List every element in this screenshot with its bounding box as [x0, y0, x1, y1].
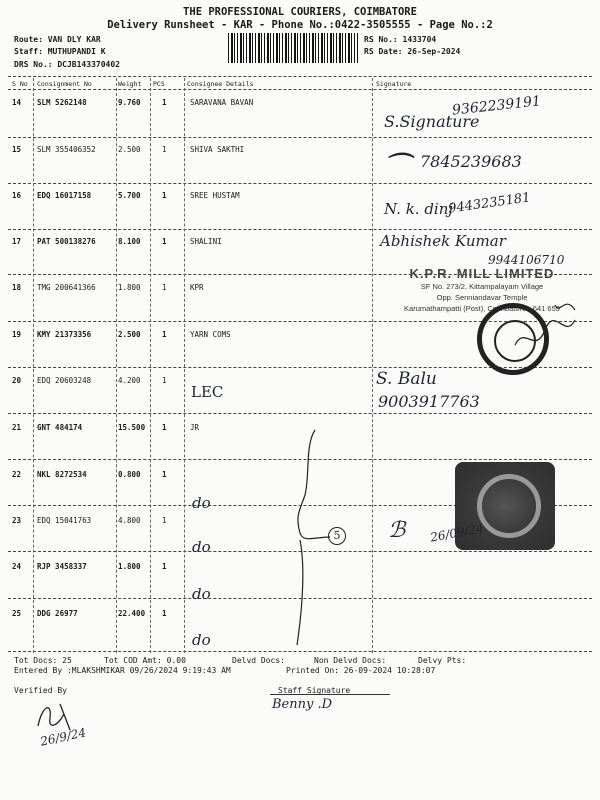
verified-date: 26/9/24 — [39, 725, 88, 749]
ditto-mark: do — [192, 631, 211, 649]
row-sno: 25 — [12, 609, 22, 618]
row-pcs: 1 — [162, 423, 167, 432]
row-sno: 24 — [12, 562, 22, 571]
table-bottom-rule — [8, 651, 592, 652]
circled-count: 5 — [328, 527, 346, 545]
staff-signature-rule — [270, 694, 390, 695]
row-weight: 0.800 — [118, 470, 141, 479]
row-divider — [8, 229, 592, 230]
col-pcs-header: PCS — [153, 80, 165, 88]
page-title: THE PROFESSIONAL COURIERS, COIMBATORE — [183, 6, 417, 18]
staff-signature-label: Staff Signature — [278, 686, 351, 695]
row-pcs: 1 — [162, 609, 167, 618]
row-weight: 2.500 — [118, 330, 141, 339]
row-sno: 17 — [12, 237, 22, 246]
row-consignment: EDQ 15041763 — [37, 516, 92, 525]
verified-by-label: Verified By — [14, 686, 67, 695]
row-consignment: RJP 3458337 — [37, 562, 87, 571]
row-weight: 1.800 — [118, 283, 141, 292]
page-subtitle: Delivery Runsheet - KAR - Phone No.:0422-3505555 - Page No.:2 — [107, 19, 493, 31]
row-consignment: GNT 484174 — [37, 423, 83, 432]
col-weight-header: Weight — [118, 80, 142, 88]
row-consignee: KPR — [190, 283, 204, 292]
row-pcs: 1 — [162, 376, 167, 385]
row-sno: 21 — [12, 423, 22, 432]
ditto-mark: do — [192, 494, 211, 512]
phone-row-14: 9362239191 — [451, 93, 542, 119]
row-weight: 8.100 — [118, 237, 141, 246]
row-pcs: 1 — [162, 283, 167, 292]
signature-row-23: ℬ — [388, 518, 406, 543]
row-consignee: SHIVA SAKTHI — [190, 145, 245, 154]
staff-label: Staff: MUTHUPANDI K — [14, 47, 106, 56]
non-delivered-docs: Non Delvd Docs: — [314, 656, 387, 665]
stamp-address-line: Karumathampatti (Post), Coimbatore - 641 659 — [404, 304, 560, 313]
total-docs: Tot Docs: 25 — [14, 656, 72, 665]
column-rule — [184, 78, 185, 653]
row-pcs: 1 — [162, 470, 167, 479]
row-weight: 5.700 — [118, 191, 141, 200]
staff-signature: Benny .D — [272, 697, 333, 712]
row-divider — [8, 183, 592, 184]
row-pcs: 1 — [162, 98, 167, 107]
row-pcs: 1 — [162, 145, 167, 154]
row-consignee: SARAVANA BAVAN — [190, 98, 254, 107]
signature-row-20: S. Balu — [376, 369, 437, 389]
column-rule — [150, 78, 151, 653]
scribble-signature — [505, 285, 585, 365]
row-consignment: TMG 200641366 — [37, 283, 96, 292]
row-sno: 23 — [12, 516, 22, 525]
delivered-docs: Delvd Docs: — [232, 656, 285, 665]
column-rule — [116, 78, 117, 653]
column-rule — [372, 78, 373, 653]
signature-row-15: ⌒ — [384, 152, 411, 182]
ditto-mark: do — [192, 538, 211, 556]
row-weight: 1.800 — [118, 562, 141, 571]
row-consignee: JR — [190, 423, 200, 432]
row-consignment: EDQ 20603248 — [37, 376, 92, 385]
row-consignment: EDQ 16017158 — [37, 191, 92, 200]
phone-row-15: 7845239683 — [420, 152, 522, 171]
row-consignment: KMY 21373356 — [37, 330, 92, 339]
row-sno: 19 — [12, 330, 22, 339]
phone-row-17: 9944106710 — [488, 253, 565, 267]
table-header-rule — [8, 89, 592, 90]
row-consignment: SLM 355406352 — [37, 145, 96, 154]
row-divider — [8, 413, 592, 414]
stamp-address-line: Opp. Senniandavar Temple — [436, 293, 528, 302]
row-consignee: YARN COMS — [190, 330, 231, 339]
row-weight: 4.800 — [118, 516, 141, 525]
row-divider — [8, 137, 592, 138]
row-consignment: SLM 5262148 — [37, 98, 87, 107]
row-consignment: DDG 26977 — [37, 609, 78, 618]
col-sno-header: S No — [12, 80, 28, 88]
rs-date-label: RS Date: 26-Sep-2024 — [364, 47, 461, 56]
signature-row-14: S.Signature — [384, 112, 480, 131]
row-weight: 9.760 — [118, 98, 141, 107]
row-pcs: 1 — [162, 237, 167, 246]
row-sno: 18 — [12, 283, 22, 292]
printed-on: Printed On: 26-09-2024 10:28:07 — [286, 666, 436, 675]
rs-no-label: RS No.: 1433704 — [364, 35, 437, 44]
entered-by: Entered By :MLAKSHMIKAR 09/26/2024 9:19:43 AM — [14, 666, 231, 675]
col-consignment-header: Consignment No — [37, 80, 92, 88]
col-consignee-header: Consignee Details — [187, 80, 254, 88]
row-consignee: SHALINI — [190, 237, 222, 246]
phone-row-20: 9003917763 — [378, 392, 480, 411]
row-pcs: 1 — [162, 191, 167, 200]
stamp-address-line: SF No. 273/2, Kittampalayam Village — [420, 282, 544, 291]
row-pcs: 1 — [162, 330, 167, 339]
route-label: Route: VAN DLY KAR — [14, 35, 101, 44]
row-weight: 2.500 — [118, 145, 141, 154]
drs-label: DRS No.: DCJB143370402 — [14, 60, 120, 69]
row-consignment: PAT 500138276 — [37, 237, 96, 246]
row-weight: 22.400 — [118, 609, 146, 618]
row-weight: 4.200 — [118, 376, 141, 385]
row-consignment: NKL 8272534 — [37, 470, 87, 479]
row-sno: 15 — [12, 145, 22, 154]
col-signature-header: Signature — [376, 80, 412, 88]
delivery-points: Delvy Pts: — [418, 656, 467, 665]
row-pcs: 1 — [162, 516, 167, 525]
consignee-mark-lec: LEC — [191, 383, 224, 401]
row-sno: 14 — [12, 98, 22, 107]
row-weight: 15.500 — [118, 423, 146, 432]
row-consignee: SREE HUSTAM — [190, 191, 240, 200]
ditto-mark: do — [192, 585, 211, 603]
stamp-company-name: K.P.R. MILL LIMITED — [409, 266, 555, 281]
row-sno: 22 — [12, 470, 22, 479]
column-rule — [33, 78, 34, 653]
barcode — [228, 33, 358, 63]
signature-row-16: N. k. dinj — [384, 200, 454, 218]
phone-row-16: 9443235181 — [447, 190, 532, 217]
date-mark: 26/09/24 — [429, 521, 485, 545]
row-sno: 20 — [12, 376, 22, 385]
row-pcs: 1 — [162, 562, 167, 571]
row-sno: 16 — [12, 191, 22, 200]
total-cod: Tot COD Amt: 0.00 — [104, 656, 186, 665]
table-top-rule — [8, 76, 592, 77]
signature-row-17: Abhishek Kumar — [380, 232, 506, 250]
